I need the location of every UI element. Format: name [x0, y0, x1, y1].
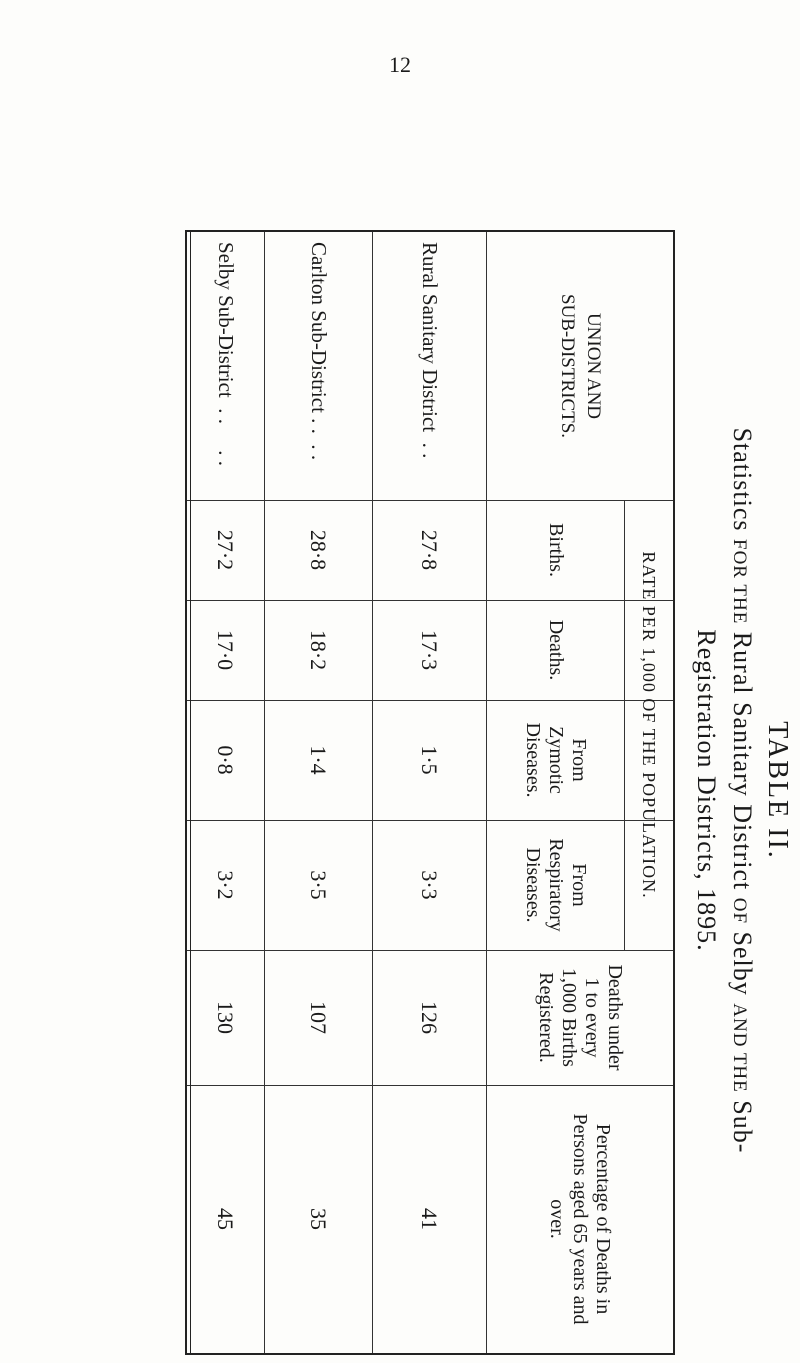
- subtitle-for-the: FOR THE: [729, 539, 750, 625]
- table-cell-respiratory: 3·2: [213, 870, 239, 900]
- table-cell-deaths: 17·3: [417, 629, 443, 671]
- row-label-text: Selby Sub-District: [214, 242, 239, 398]
- union-header: [487, 232, 673, 500]
- table-cell-respiratory: 3·3: [417, 870, 443, 900]
- row-label-rural-sanitary-district: [373, 232, 487, 500]
- row-label-text: Rural Sanitary District: [418, 242, 443, 433]
- leader-dots: . . . .: [214, 408, 239, 466]
- table-subtitle-line1: [724, 218, 760, 1363]
- births-header: Births.: [545, 523, 568, 577]
- infant-mortality-header: Deaths under 1 to every 1,000 Births Registered.: [535, 964, 626, 1071]
- subtitle-rural-sanitary-district: Rural Sanitary District: [728, 631, 757, 891]
- row-label-text: Carlton Sub-District . .: [307, 242, 332, 434]
- deaths-header: Deaths.: [545, 619, 568, 681]
- zymotic-header: From Zymotic Diseases.: [522, 722, 591, 798]
- table-cell-zymotic: 0·8: [213, 745, 239, 775]
- aged-deaths-header: Percentage of Deaths in Persons aged 65 years and over.: [546, 1113, 615, 1325]
- statistics-table: [185, 230, 675, 1355]
- table-cell-aged: 35: [306, 1208, 332, 1230]
- page-number: 12: [389, 52, 411, 77]
- union-header-line1: UNION AND: [583, 312, 604, 420]
- table-cell-aged: 41: [417, 1208, 443, 1230]
- table-cell-infant: 126: [417, 1001, 443, 1034]
- table-cell-deaths: 17·0: [213, 629, 239, 671]
- row-label-selby-sub-district: [187, 232, 265, 500]
- row-label-carlton-sub-district: [265, 232, 373, 500]
- subtitle-and-the: AND THE: [729, 1003, 750, 1093]
- rate-header: RATE PER 1,000 OF THE POPULATION.: [639, 551, 660, 899]
- table-cell-births: 27·2: [213, 529, 239, 571]
- table-cell-respiratory: 3·5: [306, 870, 332, 900]
- leader-dots: . .: [307, 444, 332, 461]
- leader-dots: . .: [418, 442, 443, 459]
- subtitle-of: OF: [729, 897, 750, 925]
- subtitle-statistics: Statistics: [728, 427, 757, 532]
- table-cell-deaths: 18·2: [306, 629, 332, 671]
- table-cell-births: 27·8: [417, 529, 443, 571]
- respiratory-header: From Respiratory Diseases.: [522, 838, 591, 932]
- table-subtitle-line2: Registration Districts, 1895.: [692, 629, 721, 952]
- table-title: TABLE II.: [762, 721, 793, 860]
- table-cell-zymotic: 1·5: [417, 745, 443, 775]
- subtitle-selby: Selby: [728, 931, 757, 996]
- union-header-line2: SUB-DISTRICTS.: [557, 293, 578, 439]
- table-cell-infant: 107: [306, 1001, 332, 1034]
- table-cell-infant: 130: [213, 1001, 239, 1034]
- subtitle-sub: Sub-: [728, 1100, 757, 1154]
- table-cell-aged: 45: [213, 1208, 239, 1230]
- table-cell-zymotic: 1·4: [306, 745, 332, 775]
- table-cell-births: 28·8: [306, 529, 332, 571]
- rotated-table-page: [168, 218, 800, 1363]
